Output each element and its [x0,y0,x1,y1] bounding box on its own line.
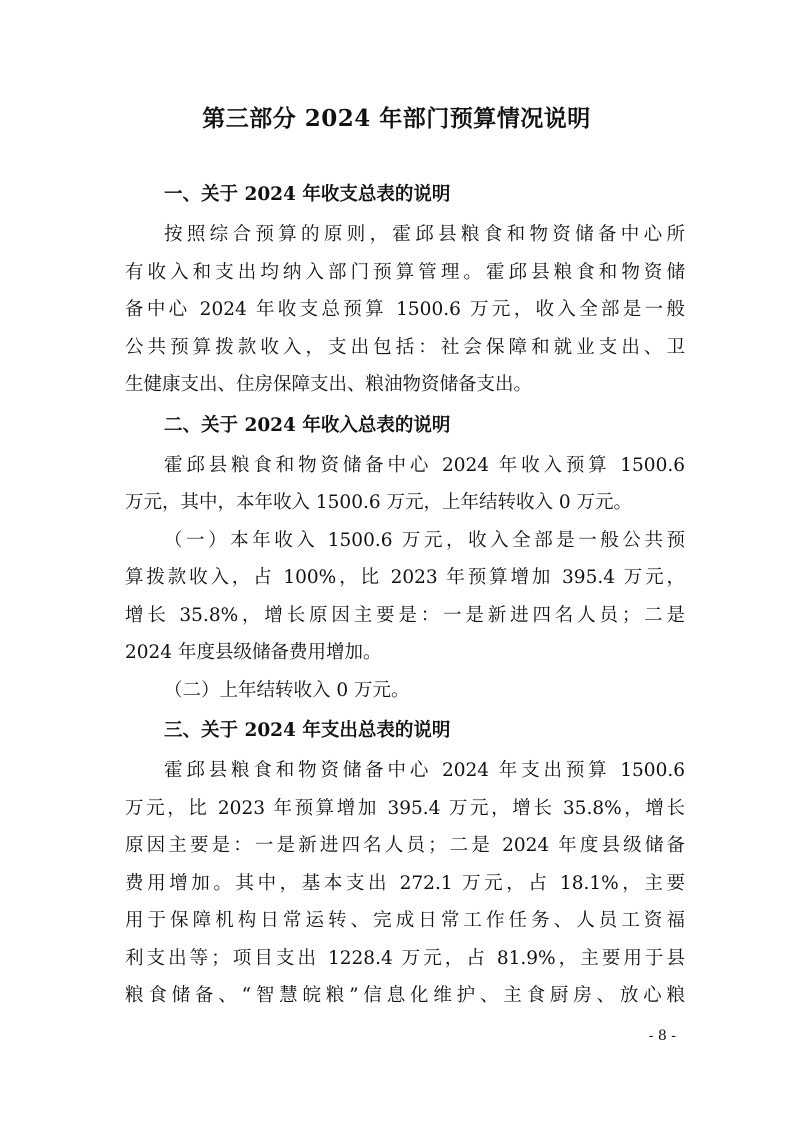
document-body [125,173,685,1015]
page-number: - 8 - [648,1028,676,1044]
paragraph-line: 有收入和支出均纳入部门预算管理。霍邱县粮食和物资储 [125,261,685,283]
paragraph-line: 备中心 2024 年收支总预算 1500.6 万元，收入全部是一般 [125,299,685,320]
paragraph-line: 算拨款收入，占 100%，比 2023 年预算增加 395.4 万元， [125,567,685,588]
section-heading: 三、关于 2024 年支出总表的说明 [164,720,451,741]
paragraph-line: 2024 年度县级储备费用增加。 [125,642,382,663]
section-heading: 一、关于 2024 年收支总表的说明 [164,184,451,205]
paragraph-line: 万元，其中，本年收入 1500.6 万元，上年结转收入 0 万元。 [125,492,633,513]
paragraph-line: 霍邱县粮食和物资储备中心 2024 年收入预算 1500.6 [164,454,685,476]
paragraph-line: 按照综合预算的原则，霍邱县粮食和物资储备中心所 [164,224,685,245]
paragraph-line: 增长 35.8%，增长原因主要是：一是新进四名人员；二是 [125,604,685,626]
paragraph-line: 公共预算拨款收入，支出包括：社会保障和就业支出、卫 [125,336,685,358]
paragraph-line: （二）上年结转收入 0 万元。 [164,679,410,701]
paragraph-line: 费用增加。其中，基本支出 272.1 万元，占 18.1%，主要 [125,872,685,894]
paragraph-line: 生健康支出、住房保障支出、粮油物资储备支出。 [125,374,533,395]
section-heading: 二、关于 2024 年收入总表的说明 [164,414,451,436]
page-title: 第三部分 2024 年部门预算情况说明 [202,105,591,132]
paragraph-line: 原因主要是：一是新进四名人员；二是 2024 年度县级储备 [125,835,685,856]
paragraph-line: 霍邱县粮食和物资储备中心 2024 年支出预算 1500.6 [164,760,685,781]
paragraph-line: 用于保障机构日常运转、完成日常工作任务、人员工资福 [125,910,685,931]
paragraph-line: （一）本年收入 1500.6 万元，收入全部是一般公共预 [164,529,685,551]
paragraph-line: 万元，比 2023 年预算增加 395.4 万元，增长 35.8%，增长 [125,797,685,819]
paragraph-line: 粮食储备、“智慧皖粮”信息化维护、主食厨房、放心粮 [125,985,685,1006]
paragraph-line: 利支出等；项目支出 1228.4 万元，占 81.9%，主要用于县 [125,947,685,969]
